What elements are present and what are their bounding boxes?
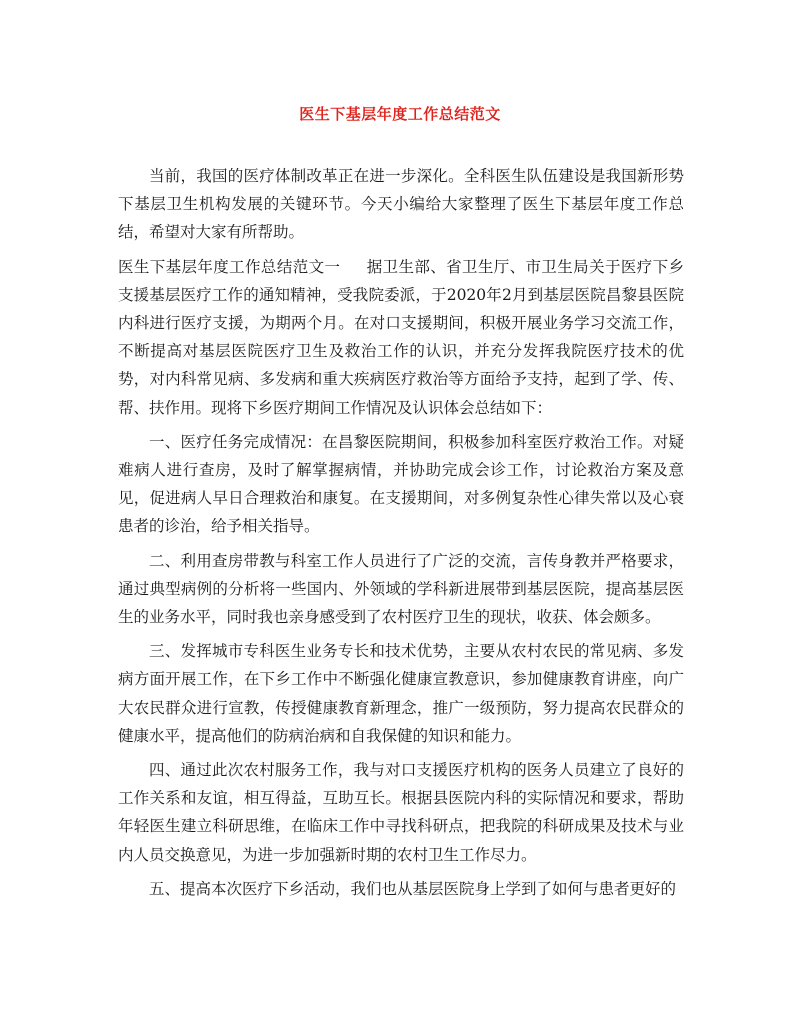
item-paragraph-1: 一、医疗任务完成情况：在昌黎医院期间，积极参加科室医疗救治工作。对疑难病人进行查房，及时了解掌握病情，并协助完成会诊工作，讨论救治方案及意见，促进病人早日合理救治和康复。在支援期间，对多例复杂性心律失常以及心衰患者的诊治，给予相关指导。 <box>118 432 684 536</box>
section-paragraph <box>118 253 684 422</box>
intro-paragraph: 当前，我国的医疗体制改革正在进一步深化。全科医生队伍建设是我国新形势下基层卫生机构发展的关键环节。今天小编给大家整理了医生下基层年度工作总结，希望对大家有所帮助。 <box>118 167 684 242</box>
document-body <box>118 162 684 909</box>
document-title: 医生下基层年度工作总结范文 <box>299 105 501 123</box>
item-paragraph-4: 四、通过此次农村服务工作，我与对口支援医疗机构的医务人员建立了良好的工作关系和友谊，相互得益，互助互长。根据县医院内科的实际情况和要求，帮助年轻医生建立科研思维，在临床工作中寻找科研点，把我院的科研成果及技术与业内人员交换意见，为进一步加强新时期的农村卫生工作尽力。 <box>118 761 684 864</box>
item-paragraph-5: 五、提高本次医疗下乡活动，我们也从基层医院身上学到了如何与患者更好的 <box>149 879 677 898</box>
section-lead-text: 据卫生部、省卫生厅、市卫生局关于医疗下乡支援基层医疗工作的通知精神，受我院委派，于2020年2月到基层医院昌黎县医院内科进行医疗支援，为期两个月。在对口支援期间，积极开展业务学习交流工作，不断提高对基层医院医疗卫生及救治工作的认识，并充分发挥我院医疗技术的优势，对内科常见病、多发病和重大疾病医疗救治等方面给予支持，起到了学、传、帮、扶作用。现将下乡医疗期间工作情况及认识体会总结如下： <box>118 257 684 417</box>
item-paragraph-2: 二、利用查房带教与科室工作人员进行了广泛的交流，言传身教并严格要求，通过典型病例的分析将一些国内、外领域的学科新进展带到基层医院，提高基层医生的业务水平，同时我也亲身感受到了农村医疗卫生的现状，收获、体会颇多。 <box>118 551 684 627</box>
section-heading: 医生下基层年度工作总结范文一 <box>118 257 341 276</box>
item-paragraph-3: 三、发挥城市专科医生业务专长和技术优势，主要从农村农民的常见病、多发病方面开展工作，在下乡工作中不断强化健康宣教意识，参加健康教育讲座，向广大农民群众进行宣教，传授健康教育新理念，推广一级预防，努力提高农民群众的健康水平，提高他们的防病治病和自我保健的知识和能力。 <box>118 642 684 745</box>
